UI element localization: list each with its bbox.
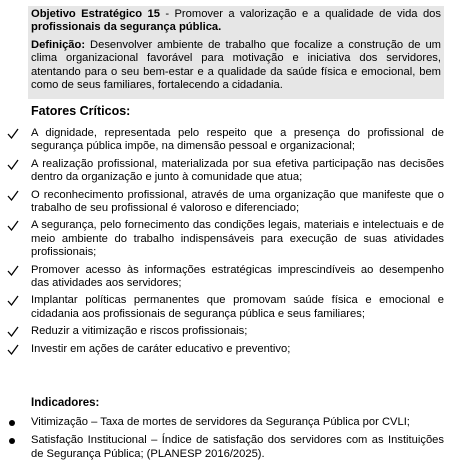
list-item-text: Investir em ações de caráter educativo e preventivo; — [31, 342, 291, 355]
indicadores-list — [0, 416, 444, 466]
bullet-icon — [9, 438, 15, 444]
list-item — [0, 127, 444, 154]
list-item — [0, 325, 444, 338]
checkmark-icon — [7, 294, 19, 307]
objective-highlight: profissionais da segurança pública. — [31, 21, 222, 34]
list-item — [0, 264, 444, 291]
list-item — [0, 189, 444, 216]
list-item-text: Vitimização – Taxa de mortes de servidores da Segurança Pública por CVLI; — [31, 416, 410, 428]
list-item-text: Reduzir a vitimização e riscos profissionais; — [31, 325, 248, 338]
objective-box — [28, 6, 444, 99]
list-item — [0, 294, 444, 321]
list-item — [0, 343, 444, 356]
list-item-text: A segurança, pelo fornecimento das condições legais, materiais e intelectuais e de meio ambiente do trabalho indispensáveis para execução de suas atividades profissionais; — [31, 219, 444, 259]
list-item-text: A realização profissional, materializada por sua efetiva participação nas decisões dentro da organização e junto à comunidade que atua; — [31, 157, 444, 184]
list-item-text: Implantar políticas permanentes que promovam saúde física e emocional e cidadania aos profissionais de segurança pública e seus familiares; — [31, 294, 444, 320]
checkmark-icon — [7, 158, 19, 171]
list-item — [0, 219, 444, 259]
checkmark-icon — [7, 127, 19, 140]
objective-label: Objetivo Estratégico 15 — [31, 8, 160, 20]
checkmark-icon — [7, 219, 19, 232]
list-item — [0, 158, 444, 185]
fatores-list — [0, 127, 444, 360]
list-item-text: O reconhecimento profissional, através de uma organização que manifeste que o trabalho de seu profissional é valoroso e diferenciado; — [31, 188, 444, 215]
checkmark-icon — [7, 325, 19, 338]
checkmark-icon — [7, 264, 19, 277]
list-item-text: Satisfação Institucional – Índice de satisfação dos servidores com as Instituições de Segurança Pública; (PLANESP 2016/2025). — [31, 434, 444, 460]
checkmark-icon — [7, 189, 19, 202]
definition-text: Desenvolver ambiente de trabalho que focalize a construção de um clima organizacional favorável para motivação e iniciativa dos servidores, atentando para o seu bem-estar e a qualidade da saúde física e emocional, bem como de seus familiares, fortalecendo a cidadania. — [31, 38, 441, 92]
definition-label: Definição: — [31, 38, 86, 51]
objective-text: - Promover a valorização e a qualidade de vida dos — [159, 8, 441, 20]
list-item-text: Promover acesso às informações estratégicas imprescindíveis ao desempenho das atividades aos servidores; — [31, 263, 444, 290]
objective-paragraph — [28, 6, 444, 35]
bullet-icon — [9, 420, 15, 426]
list-item-text: A dignidade, representada pelo respeito que a presença do profissional de segurança pública impõe, na dimensão pessoal e organizacional; — [31, 127, 444, 153]
indicadores-heading: Indicadores: — [31, 397, 100, 409]
checkmark-icon — [7, 343, 19, 356]
list-item — [0, 416, 444, 429]
definition-paragraph — [28, 35, 444, 93]
list-item — [0, 434, 444, 461]
fatores-heading: Fatores Críticos: — [31, 104, 131, 118]
